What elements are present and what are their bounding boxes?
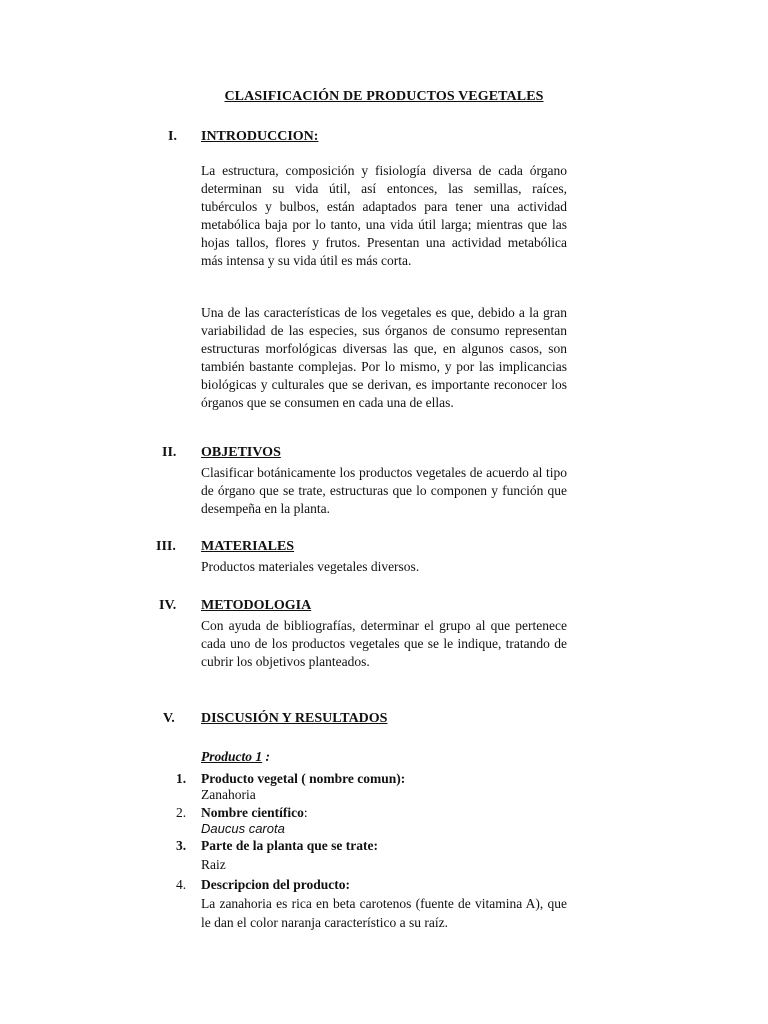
product-title: Producto 1 [201,749,263,764]
section-number-discusion: V. [163,711,175,726]
section-number-intro: I. [168,129,177,144]
section-number-objetivos: II. [162,445,177,460]
materiales-text: Productos materiales vegetales diversos. [201,559,420,574]
item-number-3: 3. [176,838,187,853]
document-title: CLASIFICACIÓN DE PRODUCTOS VEGETALES [224,89,544,104]
intro-paragraph-2: Una de las características de los vegetales es que, debido a la gran variabilidad de las especies, sus órganos de consumo representan estructuras morfológicas diversas las que, en algunos casos, son también bastante complejas. Por lo mismo, y por las implicancias biológicas y culturales que se derivan, es importante reconocer los órganos que se consumen en cada una de ellas. [201,305,567,410]
item-value-3: Raiz [201,857,226,872]
item-label-1: Producto vegetal ( nombre comun): [201,771,406,786]
section-number-metodologia: IV. [159,598,177,613]
intro-paragraph-1: La estructura, composición y fisiología diversa de cada órgano determinan su vida útil, así entonces, las semillas, raíces, tubérculos y bulbos, están adaptados para tener una actividad metabólica baja por lo tanto, una vida útil larga; mientras que las hojas tallos, flores y frutos. Presentan una actividad metabólica más intensa y su vida útil es más corta. [201,163,567,268]
item-value-4: La zanahoria es rica en beta carotenos (fuente de vitamina A), que le dan el color naranja característico a su raíz. [201,896,567,930]
item-value-1: Zanahoria [201,787,256,802]
item-label-2 [201,805,308,821]
section-title-intro: INTRODUCCION: [201,129,319,144]
item-number-4: 4. [176,877,187,892]
item-label-2-text: Nombre científico [201,805,304,820]
item-label-3: Parte de la planta que se trate: [201,838,378,853]
metodologia-text: Con ayuda de bibliografías, determinar el grupo al que pertenece cada uno de los productos vegetales que se le indique, tratando de cubrir los objetivos planteados. [201,618,567,669]
product-heading [201,749,270,765]
section-number-materiales: III. [156,539,176,554]
item-label-2-suffix: : [303,805,308,820]
item-number-2: 2. [176,805,187,820]
item-number-1: 1. [176,771,187,786]
objetivos-text: Clasificar botánicamente los productos vegetales de acuerdo al tipo de órgano que se trate, estructuras que lo componen y función que desempeña en la planta. [201,465,567,516]
section-title-objetivos: OBJETIVOS [201,445,281,460]
item-value-2: Daucus carota [201,821,285,836]
product-title-suffix: : [262,749,271,764]
section-title-discusion: DISCUSIÓN Y RESULTADOS [201,711,388,726]
section-title-materiales: MATERIALES [201,539,295,554]
section-title-metodologia: METODOLOGIA [201,598,312,613]
item-label-4: Descripcion del producto: [201,877,350,892]
